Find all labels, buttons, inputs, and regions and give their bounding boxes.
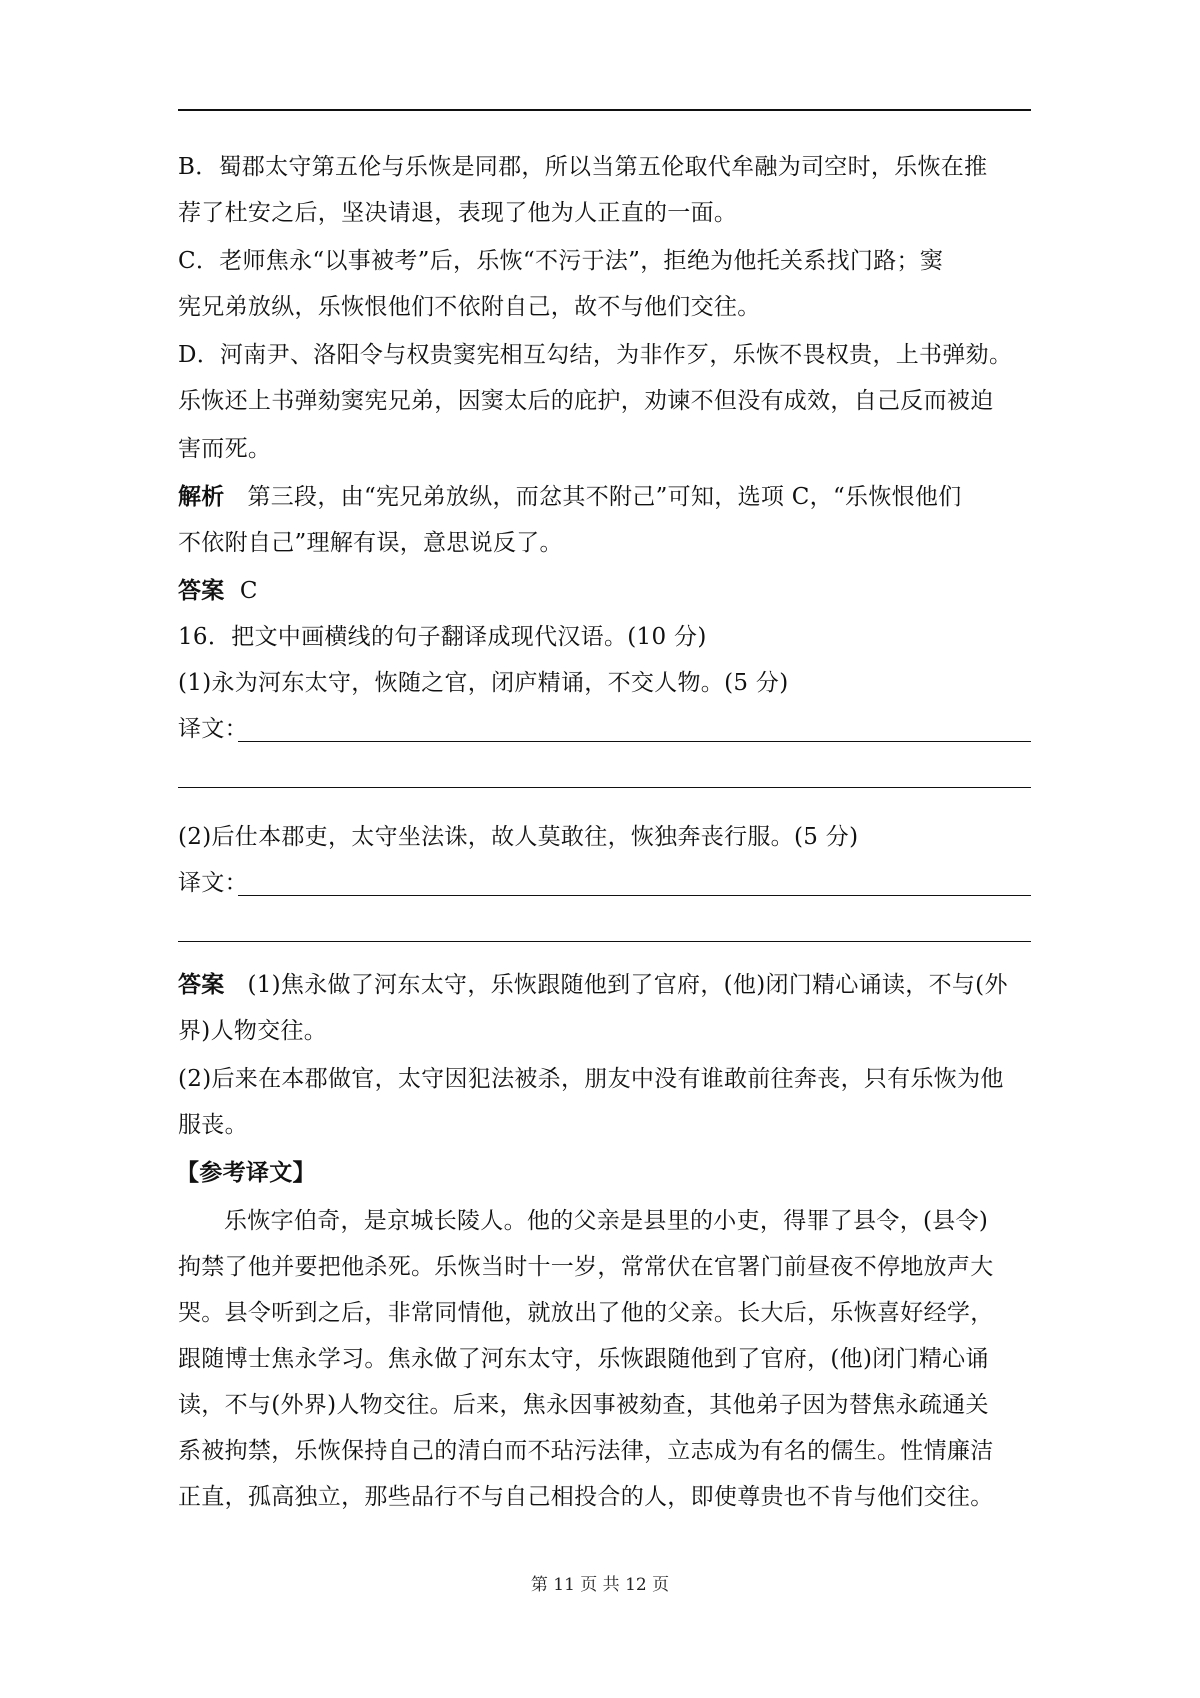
q16-translation-label-1: 译文： [178, 716, 248, 742]
answer15-value: C [239, 578, 258, 604]
option-c-line-1: C．老师焦永“以事被考”后，乐恢“不污于法”，拒绝为他托关系找门路；窦 [178, 248, 944, 274]
answer16-label: 答案 [178, 972, 225, 998]
q16-sub2: (2)后仕本郡吏，太守坐法诛，故人莫敢往，恢独奔丧行服。(5 分) [178, 824, 859, 850]
answer16-line-3: (2)后来在本郡做官，太守因犯法被杀，朋友中没有谁敢前往奔丧，只有乐恢为他 [178, 1066, 1004, 1092]
analysis-text-1: 第三段，由“宪兄弟放纵，而忿其不附己”可知，选项 C，“乐恢恨他们 [247, 484, 962, 510]
reference-line: 哭。县令听到之后，非常同情他，就放出了他的父亲。长大后，乐恢喜好经学， [178, 1300, 994, 1326]
answer-blank-line[interactable] [178, 941, 1031, 942]
option-b-line-2: 荐了杜安之后，坚决请退，表现了他为人正直的一面。 [178, 200, 738, 226]
answer-blank-line[interactable] [178, 787, 1031, 788]
answer-blank-line[interactable] [238, 895, 1031, 896]
answer-blank-line[interactable] [238, 741, 1031, 742]
answer16-line-2: 界)人物交往。 [178, 1018, 328, 1044]
reference-heading: 【参考译文】 [176, 1160, 316, 1186]
reference-line: 读，不与(外界)人物交往。后来，焦永因事被劾查，其他弟子因为替焦永疏通关 [178, 1392, 989, 1418]
header-rule [178, 109, 1031, 111]
reference-line: 拘禁了他并要把他杀死。乐恢当时十一岁，常常伏在官署门前昼夜不停地放声大 [178, 1254, 994, 1280]
q16-title: 16．把文中画横线的句子翻译成现代汉语。(10 分) [178, 624, 707, 650]
analysis-label: 解析 [178, 484, 225, 510]
option-c-line-2: 宪兄弟放纵，乐恢恨他们不依附自己，故不与他们交往。 [178, 294, 761, 320]
answer15-label: 答案 [178, 578, 225, 604]
analysis-line-1 [178, 478, 962, 511]
option-d-line-3: 害而死。 [178, 436, 272, 462]
answer16-part1-text: (1)焦永做了河东太守，乐恢跟随他到了官府，(他)闭门精心诵读，不与(外 [247, 972, 1008, 998]
q16-translation-label-2: 译文： [178, 870, 248, 896]
option-d-line-2: 乐恢还上书弹劾窦宪兄弟，因窦太后的庇护，劝谏不但没有成效，自己反而被迫 [178, 388, 994, 414]
page-number: 第 11 页 共 12 页 [530, 1575, 670, 1595]
answer16-line-1 [178, 966, 1008, 999]
analysis-line-2: 不依附自己”理解有误，意思说反了。 [178, 530, 563, 556]
q16-sub1: (1)永为河东太守，恢随之官，闭庐精诵，不交人物。(5 分) [178, 670, 789, 696]
reference-line: 正直，孤高独立，那些品行不与自己相投合的人，即使尊贵也不肯与他们交往。 [178, 1484, 994, 1510]
reference-line: 跟随博士焦永学习。焦永做了河东太守，乐恢跟随他到了官府，(他)闭门精心诵 [178, 1346, 989, 1372]
option-d-line-1: D．河南尹、洛阳令与权贵窦宪相互勾结，为非作歹，乐恢不畏权贵，上书弹劾。 [178, 342, 1013, 368]
reference-line: 系被拘禁，乐恢保持自己的清白而不玷污法律，立志成为有名的儒生。性情廉洁 [178, 1438, 994, 1464]
option-b-line-1: B．蜀郡太守第五伦与乐恢是同郡，所以当第五伦取代牟融为司空时，乐恢在推 [178, 154, 988, 180]
answer15-line [178, 572, 258, 605]
answer16-line-4: 服丧。 [178, 1112, 248, 1138]
reference-line: 乐恢字伯奇，是京城长陵人。他的父亲是县里的小吏，得罪了县令，(县令) [224, 1208, 989, 1234]
